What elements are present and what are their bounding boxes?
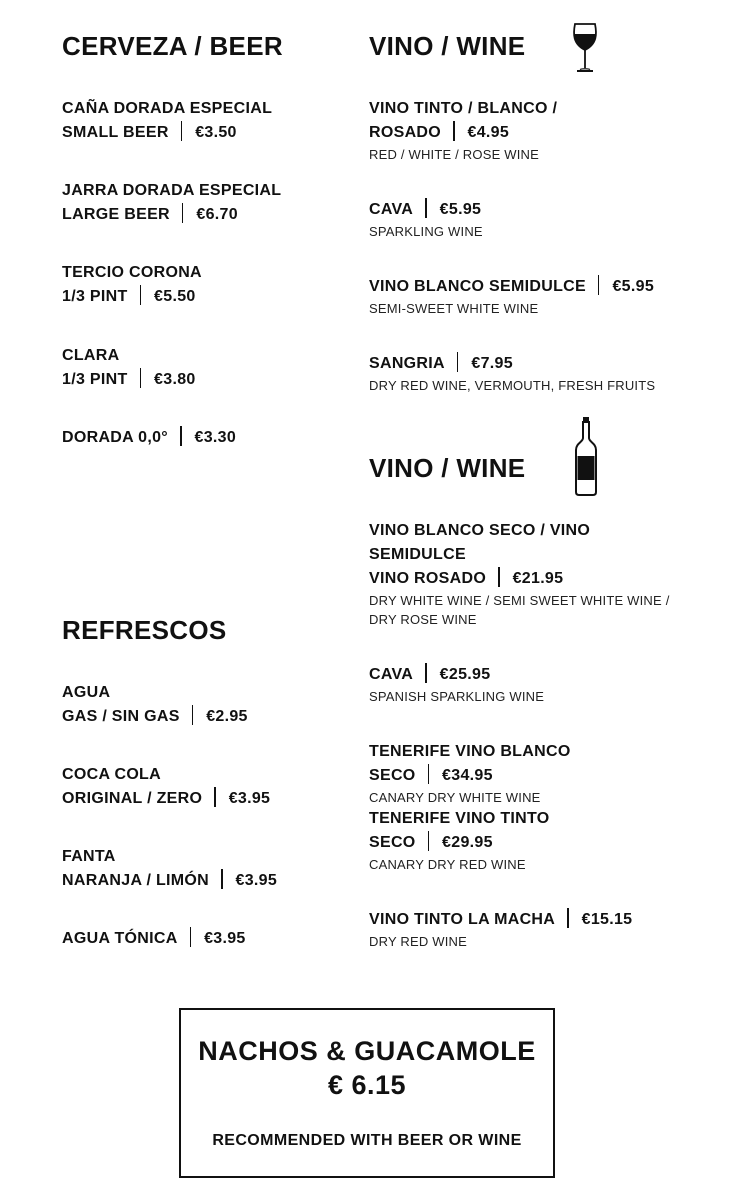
menu-item — [369, 352, 689, 395]
menu-item — [62, 681, 382, 729]
item-name: VINO BLANCO SECO / VINO — [369, 522, 591, 539]
item-variant: NARANJA / LIMÓN — [62, 872, 210, 889]
item-size: LARGE BEER — [62, 206, 170, 223]
price-divider — [181, 121, 183, 141]
price-divider — [428, 764, 430, 784]
item-name: CLARA — [62, 347, 120, 364]
item-variant: GAS / SIN GAS — [62, 708, 180, 725]
item-name: AGUA — [62, 684, 111, 701]
item-size: 1/3 PINT — [62, 288, 128, 305]
item-name: TERCIO CORONA — [62, 264, 202, 281]
item-name-cont: SECO — [369, 767, 416, 784]
item-name: VINO BLANCO SEMIDULCE — [369, 278, 586, 295]
item-description: DRY RED WINE — [369, 934, 467, 949]
item-description: RED / WHITE / ROSE WINE — [369, 147, 539, 162]
wine-glass-icon — [571, 22, 599, 74]
price-divider — [221, 869, 223, 889]
item-price: €29.95 — [442, 834, 493, 851]
item-price: €25.95 — [439, 666, 491, 683]
item-name: TENERIFE VINO BLANCO — [369, 743, 571, 760]
item-price: €6.70 — [196, 206, 238, 223]
item-name-cont: SECO — [369, 834, 416, 851]
menu-item — [62, 97, 382, 145]
price-divider — [180, 426, 182, 446]
price-divider — [140, 285, 142, 305]
item-price: €3.50 — [195, 124, 237, 141]
price-divider — [425, 663, 427, 683]
item-name: VINO TINTO LA MACHA — [369, 911, 556, 928]
item-price: €15.15 — [581, 911, 633, 928]
price-divider — [182, 203, 184, 223]
price-divider — [498, 567, 500, 587]
menu-item — [369, 663, 689, 706]
item-description: SEMI-SWEET WHITE WINE — [369, 301, 539, 316]
item-size: 1/3 PINT — [62, 371, 128, 388]
price-divider — [567, 908, 569, 928]
item-price: €34.95 — [442, 767, 493, 784]
item-price: €3.95 — [228, 790, 271, 807]
item-description: CANARY DRY WHITE WINE — [369, 790, 541, 805]
item-name: VINO TINTO / BLANCO / — [369, 100, 558, 117]
item-description: SPANISH SPARKLING WINE — [369, 689, 545, 704]
item-name: CAÑA DORADA ESPECIAL — [62, 100, 273, 117]
menu-item — [369, 807, 689, 874]
item-price: €3.80 — [154, 371, 196, 388]
item-size: SMALL BEER — [62, 124, 169, 141]
menu-item — [62, 927, 382, 951]
item-name: TENERIFE VINO TINTO — [369, 810, 550, 827]
item-price: €2.95 — [206, 708, 248, 725]
item-variant: ORIGINAL / ZERO — [62, 790, 203, 807]
promo-title: NACHOS & GUACAMOLE — [198, 1036, 536, 1066]
item-name-cont: ROSADO — [369, 124, 442, 141]
wine-bottle-icon — [574, 416, 598, 496]
menu-item — [62, 261, 382, 309]
menu-item — [62, 179, 382, 227]
item-name: FANTA — [62, 848, 116, 865]
promo-price: € 6.15 — [327, 1070, 407, 1100]
menu-item — [62, 763, 382, 811]
item-price: €3.30 — [194, 429, 237, 446]
item-name: COCA COLA — [62, 766, 161, 783]
menu-item — [62, 344, 382, 392]
menu-item — [62, 845, 382, 893]
item-name: SANGRIA — [369, 355, 445, 372]
promo-note: RECOMMENDED WITH BEER OR WINE — [212, 1132, 522, 1149]
price-divider — [192, 705, 194, 725]
item-name: DORADA 0,0° — [62, 429, 169, 446]
price-divider — [190, 927, 192, 947]
menu-item — [369, 740, 689, 807]
item-price: €5.95 — [612, 278, 655, 295]
item-name: AGUA TÓNICA — [62, 930, 178, 947]
item-name: CAVA — [369, 201, 414, 218]
item-description: DRY RED WINE, VERMOUTH, FRESH FRUITS — [369, 378, 656, 393]
menu-item — [369, 97, 689, 164]
menu-item — [369, 275, 689, 318]
price-divider — [425, 198, 427, 218]
softdrinks-section-title: REFRESCOS — [62, 615, 227, 645]
item-price: €4.95 — [467, 124, 510, 141]
item-price: €3.95 — [204, 930, 246, 947]
item-name-cont: SEMIDULCE — [369, 546, 466, 563]
price-divider — [453, 121, 455, 141]
menu-item — [369, 519, 709, 629]
item-price: €7.95 — [471, 355, 513, 372]
price-divider — [428, 831, 430, 851]
item-description: SPARKLING WINE — [369, 224, 483, 239]
price-divider — [457, 352, 459, 372]
item-name-cont: VINO ROSADO — [369, 570, 487, 587]
menu-item — [369, 908, 689, 951]
wine-glass-section-title: VINO / WINE — [369, 31, 526, 61]
item-name: JARRA DORADA ESPECIAL — [62, 182, 282, 199]
item-description: CANARY DRY RED WINE — [369, 857, 526, 872]
item-price: €21.95 — [512, 570, 564, 587]
item-price: €3.95 — [235, 872, 278, 889]
price-divider — [598, 275, 600, 295]
item-name: CAVA — [369, 666, 414, 683]
item-description: DRY WHITE WINE / SEMI SWEET WHITE WINE / DRY ROSE WINE — [369, 593, 670, 627]
menu-item — [369, 198, 689, 241]
price-divider — [214, 787, 216, 807]
promo-box — [179, 1008, 555, 1178]
item-price: €5.95 — [439, 201, 482, 218]
beer-section-title: CERVEZA / BEER — [62, 31, 283, 61]
price-divider — [140, 368, 142, 388]
item-price: €5.50 — [154, 288, 196, 305]
wine-bottle-section-title: VINO / WINE — [369, 453, 526, 483]
menu-item — [62, 426, 382, 450]
